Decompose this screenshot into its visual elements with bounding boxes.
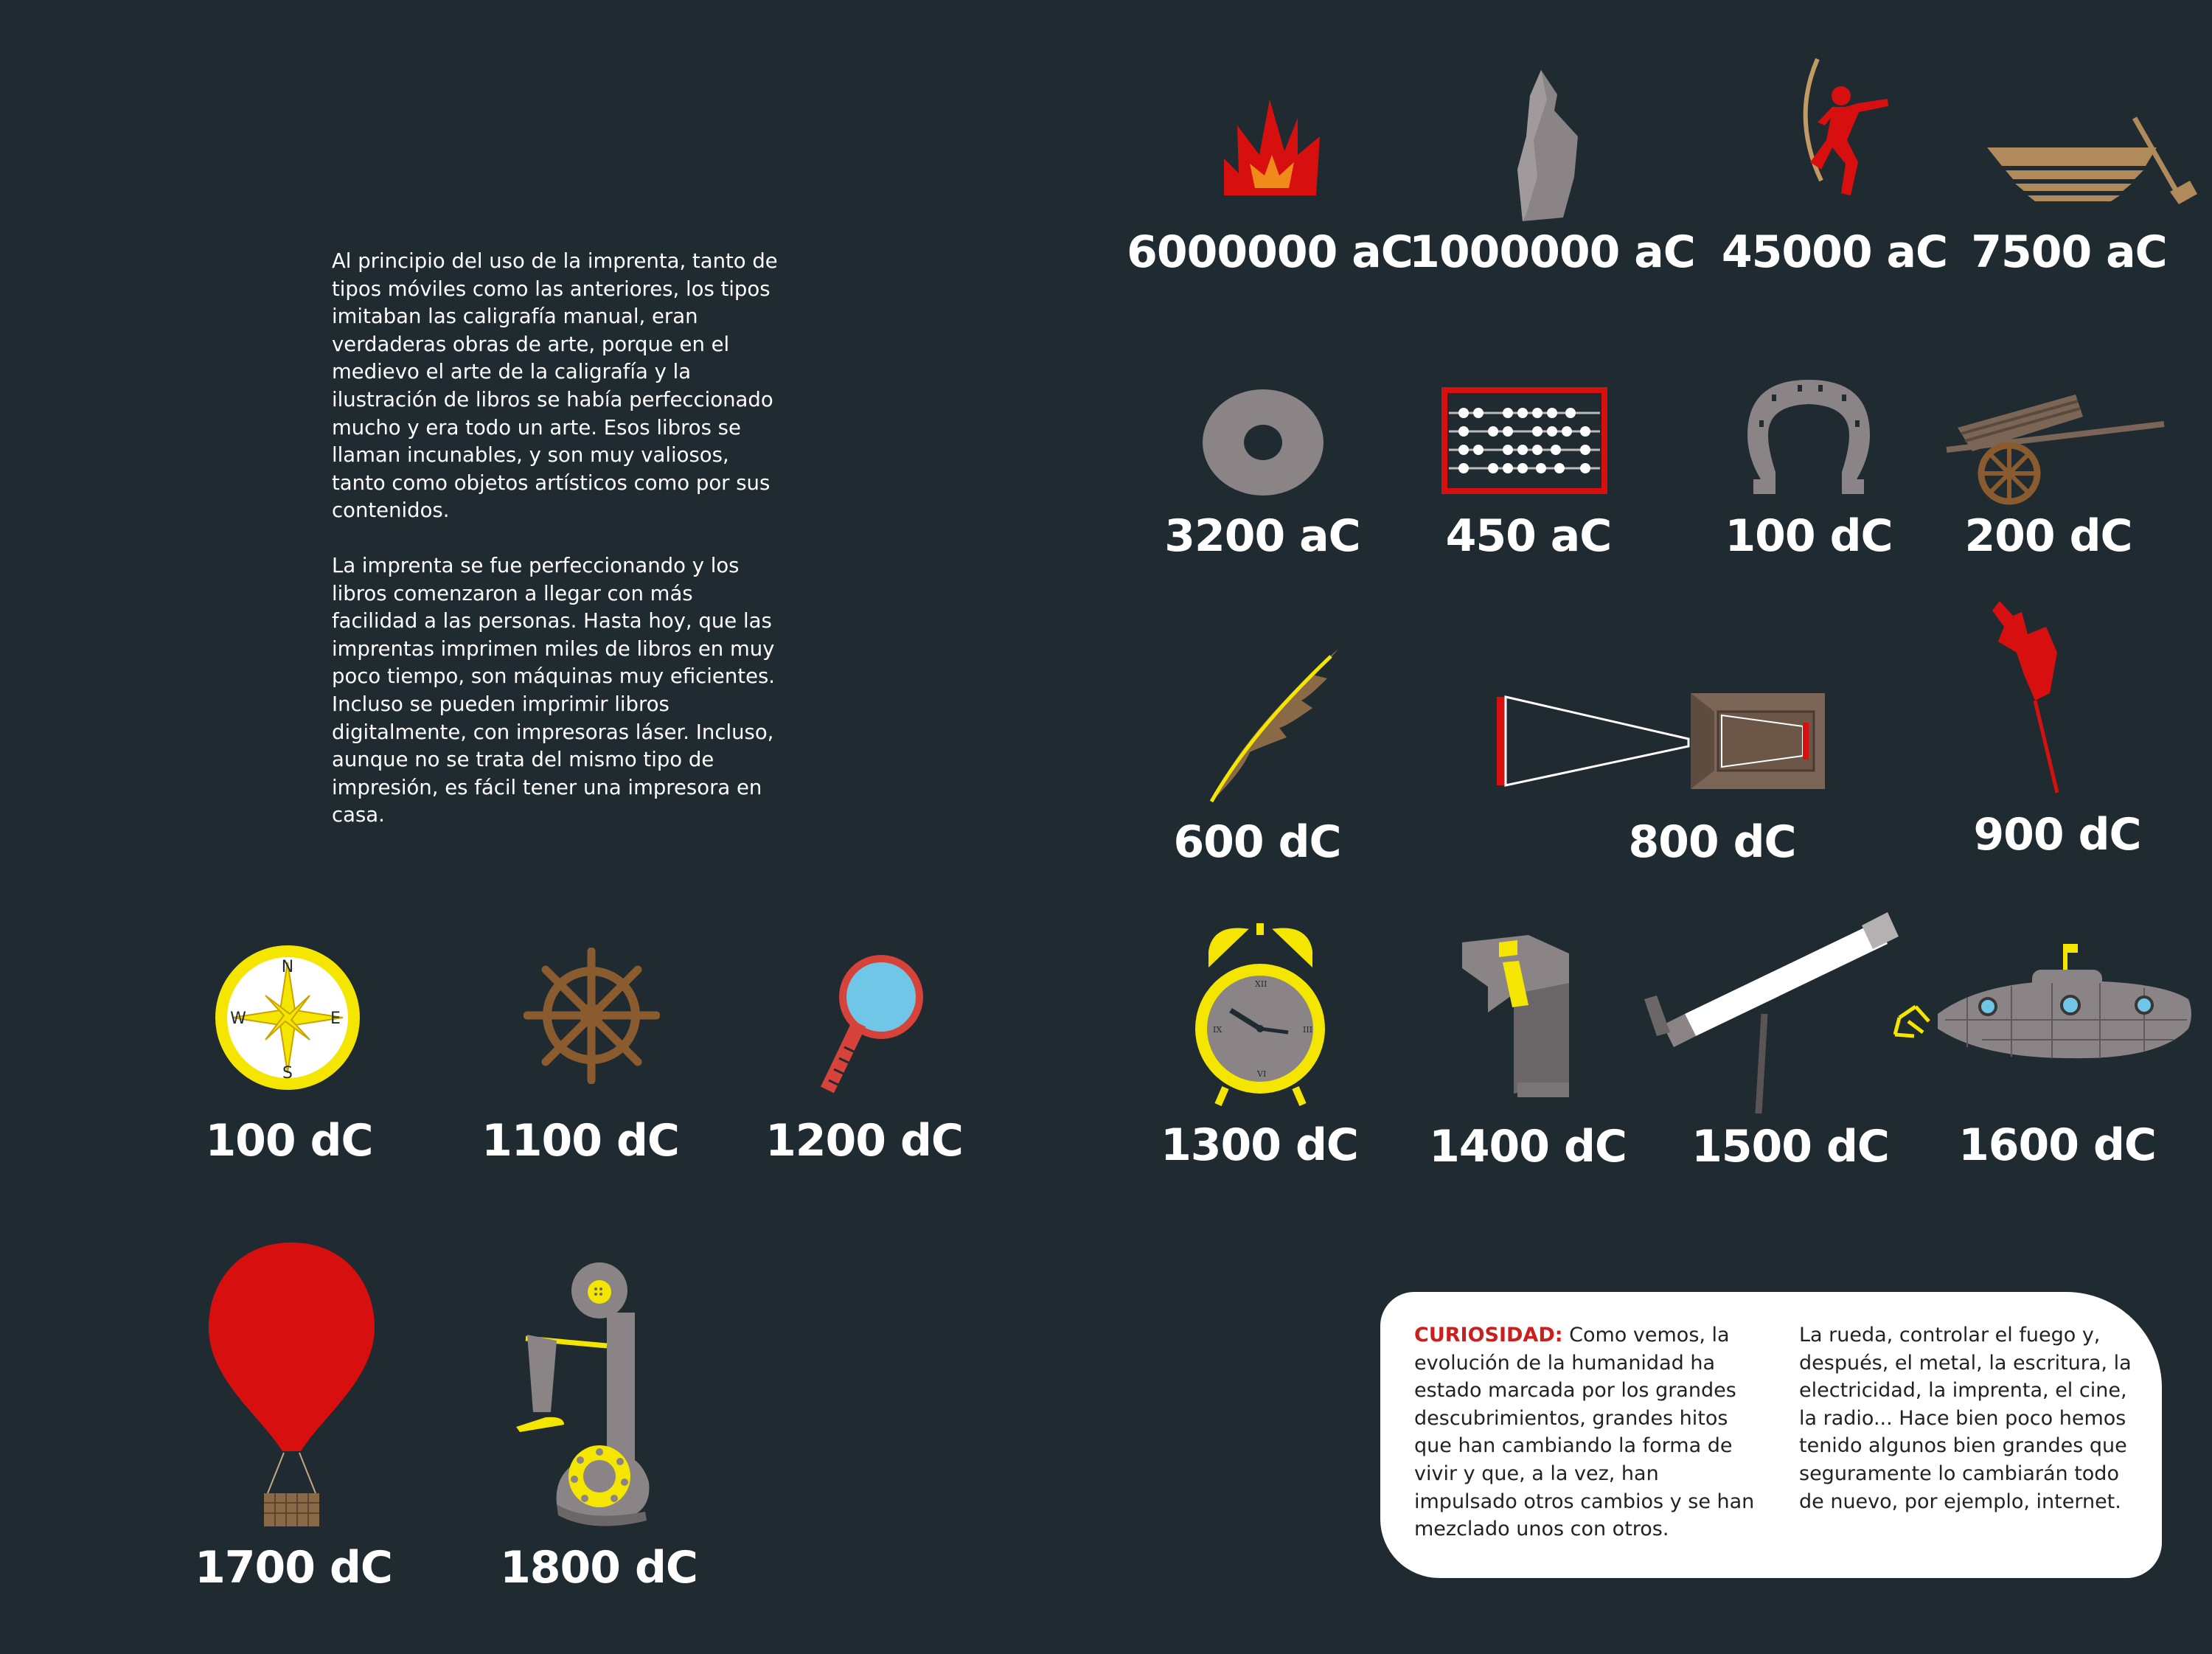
timeline-label: 1300 dC [1161,1119,1358,1171]
timeline-label: 200 dC [1964,510,2132,562]
svg-text:XII: XII [1255,979,1267,989]
wheelbarrow-icon [1943,383,2171,509]
candlestick-telephone-icon [512,1261,660,1530]
curiosity-title: CURIOSIDAD: [1414,1324,1563,1347]
timeline-label: 6000000 aC [1127,226,1413,278]
timeline-label: 1600 dC [1958,1119,2156,1171]
magnifying-glass-icon [818,951,925,1099]
compass-letter-w: W [230,1010,246,1028]
telescope-icon [1641,903,1902,1117]
compass-icon [214,944,361,1091]
boat-oar-icon [1987,114,2197,206]
submarine-icon [1893,940,2196,1069]
timeline-label: 450 aC [1445,510,1612,562]
printing-press-icon [1458,931,1573,1101]
timeline-label: 800 dC [1628,816,1796,868]
compass-letter-n: N [281,958,294,976]
intro-paragraph-1: Al principio del uso de la imprenta, tanto de tipos móviles como las anteriores, los tipos imitaban las caligrafía manual, eran verdaderas obras de arte, porque en el medievo el arte de la caligrafía y la ilustración de libros se había perfeccionado mucho y era todo un arte. Esos libros se llaman incunables, y son muy valiosos, tanto como objetos artísticos como por sus contenidos. [332,249,778,523]
alarm-clock-icon [1192,922,1329,1110]
compass-letter-s: S [282,1064,293,1083]
wheel-icon [1200,387,1326,498]
timeline-label: 1400 dC [1429,1121,1627,1172]
svg-text:IX: IX [1213,1025,1222,1035]
intro-paragraph-2: La imprenta se fue perfeccionando y los libros comenzaron a llegar con más facilidad a las personas. Hasta hoy, que las imprentas imprimen miles de libros en muy poco tiempo, son máquinas muy eficientes. Incluso se pueden imprimir libros digitalmente, con impresoras láser. Incluso, aunque no se trata del mismo tipo de impresión, es fácil tener una impresora en casa. [332,553,776,827]
svg-text:VI: VI [1257,1069,1267,1079]
camera-obscura-icon [1493,686,1829,796]
timeline-label: 45000 aC [1721,226,1948,278]
curiosity-left-body: Como vemos, la evolución de la humanidad ha estado marcada por los grandes descubrimientos, grandes hitos que han cambiando la forma de vivir y que, a la vez, han impulsado otros cambios y se han mezclado unos con otros. [1414,1324,1755,1541]
timeline-label: 3200 aC [1164,510,1360,562]
timeline-label: 600 dC [1173,816,1341,868]
timeline-label: 1800 dC [500,1542,698,1594]
curiosity-note [1380,1292,2162,1578]
abacus-icon [1441,387,1607,494]
timeline-label: 100 dC [1725,510,1893,562]
ship-wheel-icon [524,948,660,1084]
compass-letter-e: E [330,1010,341,1028]
horseshoe-icon [1746,376,1871,498]
svg-text:III: III [1303,1025,1313,1035]
hot-air-balloon-icon [209,1239,375,1530]
timeline-label: 1700 dC [195,1542,392,1594]
fire-icon [1217,96,1327,203]
hunter-bow-icon [1788,52,1906,206]
quill-icon [1198,645,1346,804]
stone-tool-icon [1512,66,1585,225]
timeline-label: 1200 dC [765,1115,963,1167]
timeline-label: 100 dC [205,1115,373,1167]
curiosity-text-right: La rueda, controlar el fuego y, después, el metal, la escritura, la electricidad, la imprenta, el cine, la radio... Hace bien poco hemos tenido algunos bien grandes que seguramente lo cambiarán todo de nuevo, por ejemplo, internet. [1799,1324,2132,1513]
intro-text [332,248,782,857]
timeline-label: 1000000 aC [1409,226,1695,278]
curiosity-text-left [1414,1321,1761,1543]
timeline-label: 1500 dC [1691,1121,1889,1172]
timeline-label: 900 dC [1973,809,2141,861]
timeline-label: 7500 aC [1971,226,2167,278]
timeline-label: 1100 dC [481,1115,679,1167]
rocket-icon [1983,597,2065,796]
